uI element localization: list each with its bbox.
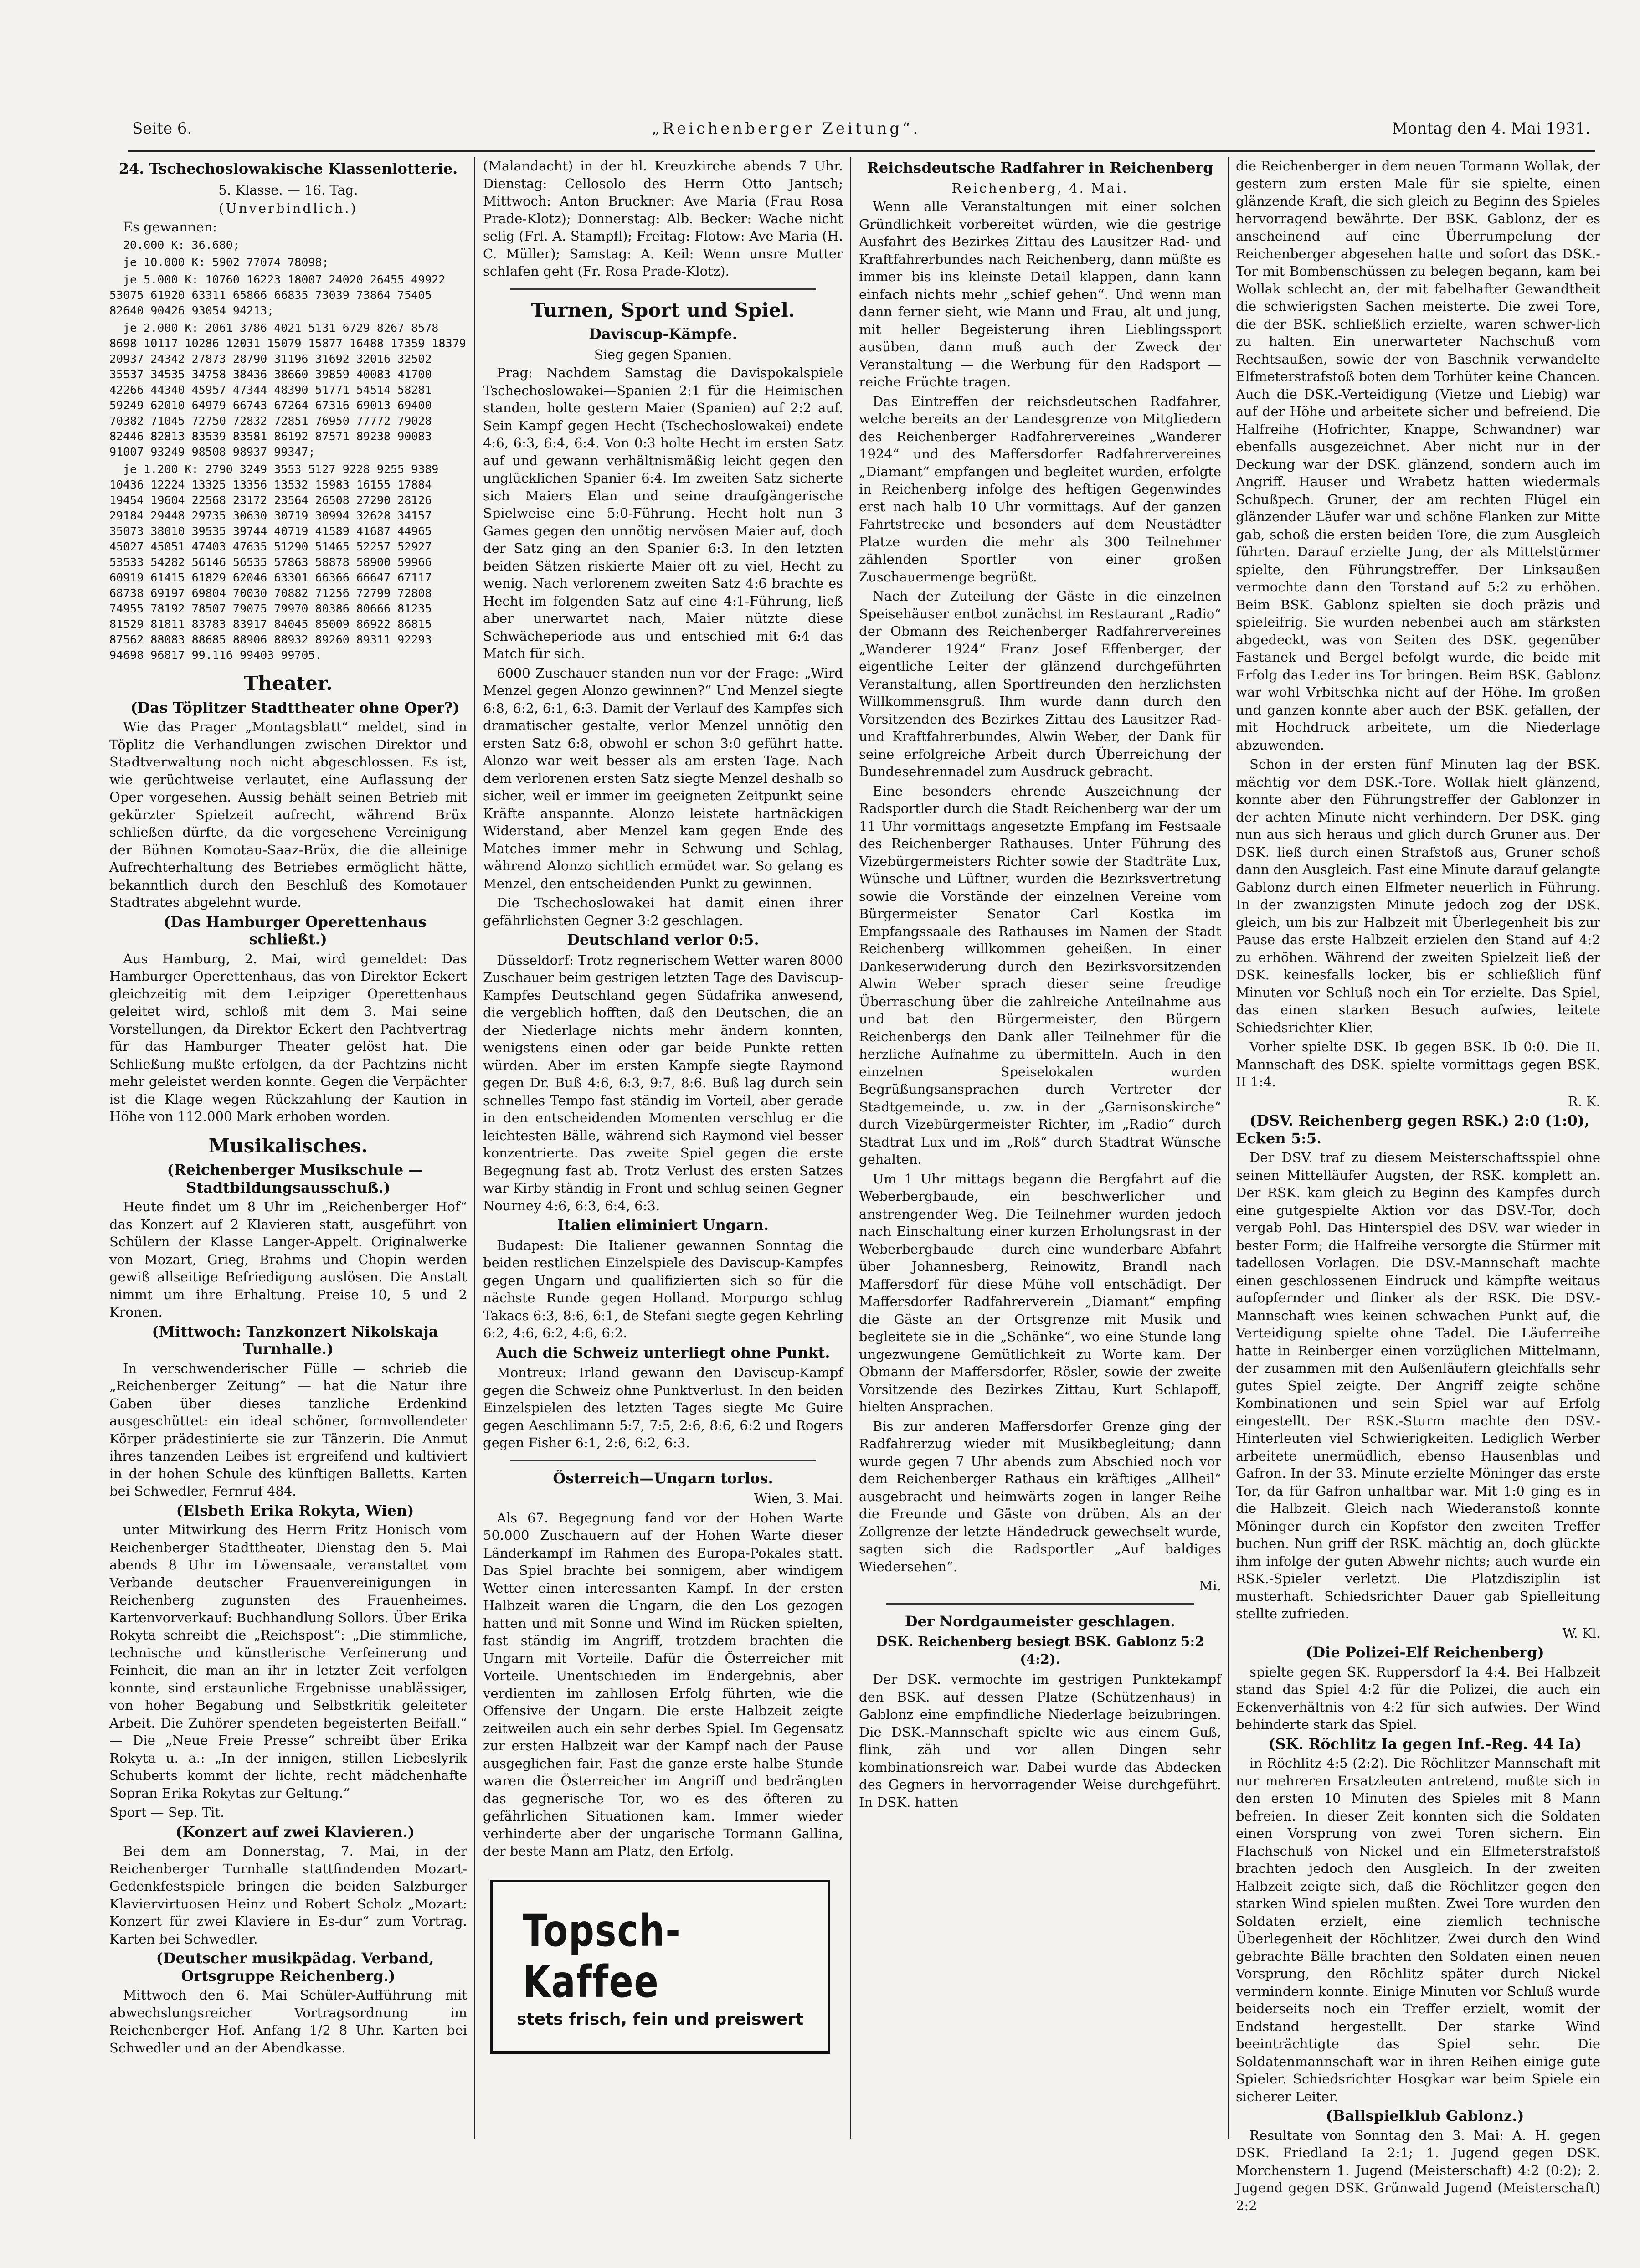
austria-hungary-paragraph: Als 67. Begegnung fand vor der Hohen Warte 50.000 Zuschauern auf der Hohen Warte dieser Länderkampf im Rahmen des Europa-Pokales statt. Das Spiel brachte bei sonnigem, aber windigem Wetter einen interessanten Kampf. In der ersten Halbzeit waren die Ungarn, die den Los gezogen hatten und mit Sonne und Wind im Rücken spielten, fast ständig im Angriff, trotzdem brachten die Ungarn mit Vorteile. Dafür die Österreicher mit Vorteile. Unentschieden im Endergebnis, aber verdienten im zahllosen Erfolg führten, wie die Offensive der Ungarn. Die erste Halbzeit zeigte zeitweilen auch ein sehr derbes Spiel. Im Gegensatz zur ersten Halbzeit war der Kampf nach der Pause ausgeglichen fair. Fast die ganze erste halbe Stunde waren die Österreicher im Angriff und bedrängten das gegnerische Tor, wo es des öfteren zu gefährlichen Situationen kam. Immer wieder verhinderte aber der ungarische Tormann Gallina, der beste Mann am Platz, den Erfolg. bbox=[483, 1510, 843, 1859]
nordgau-subheading: DSK. Reichenberg besiegt BSK. Gablonz 5:2 (4:2). bbox=[876, 1634, 1204, 1667]
daviscup-paragraph-1: Prag: Nachdem Samstag die Davispokalspiele Tschechoslowakei—Spanien 2:1 für die Heimischen standen, holte gestern Maier (Spanien) auf 2:2 auf. Sein Kampf gegen Hecht (Tschechoslowakei) endete 4:6, 6:3, 6:4, 6:4. Von 0:3 holte Hecht im ersten Satz auf und gewann verhältnismäßig leicht gegen den unglücklichen Spanier 6:4. Im zweiten Satz sicherte sich Maiers Elan und seine draufgängerische Spielweise eine 5:0-Führung. Hecht holt nun 3 Games gegen den unnötig nervösen Maier auf, doch der Satz ging an den Spanier 6:3. In den letzten beiden Sätzen riskierte Maier oft zu viel, Hecht zu wenig. Nach verlorenem zweiten Satz 4:6 brachte es Hecht im folgenden Satz auf eine 4:1-Führung, ließ aber unerwartet nach, Maier nützte diese Schwächeperiode aus und entschied mit 6:4 das Match für sich. bbox=[483, 365, 843, 661]
cyclists-heading: Reichsdeutsche Radfahrer in Reichenberg bbox=[867, 159, 1213, 176]
cyclists-paragraph-3: Nach der Zuteilung der Gäste in die einzelnen Speisehäuser entbot zunächst im Restaurant „Radio“ der Obmann des Reichenberger Radfahrervereines „Wanderer 1924“ Franz Josef Effenberger, der eigentliche Leiter der glänzend durchgeführten Veranstaltung, allen Sportfreunden den herzlichsten Willkommensgruß. Ihm wurde dann durch den Vorsitzenden des Bezirkes Zittau des Lausitzer Rad- und Kraftfahrerbundes, Alwin Weber, der Dank für seine erfolgreiche Arbeit durch Überreichung der Bundesehrennadel zum Ausdruck gebracht. bbox=[859, 588, 1221, 779]
football-subheading-5: (Ballspielklub Gablonz.) bbox=[1326, 2107, 1524, 2124]
cyclists-paragraph-5: Um 1 Uhr mittags begann die Bergfahrt auf die Weberbergbaude, ein beschwerlicher und anstrengender Weg. Die Teilnehmer wurden jedoch nach Einschaltung einer kurzen Erholungsrast in der Weberbergbaude — durch eine wunderbare Abfahrt über Johannesberg, Reinowitz, Brandl nach Maffersdorf für diese Mühe voll entschädigt. Der Maffersdorfer Radfahrerverein „Diamant“ empfing die Gäste an der Ortsgrenze mit Musik und begleitete sie in die „Schänke“, wo eine Stunde lang ungezwungene Gemütlichkeit zu Worte kam. Der Obmann der Maffersdorfer, Rösler, sowie der zweite Vorsitzende des Bezirkes Zittau, Kurt Schlapoff, hielten Ansprachen. bbox=[859, 1171, 1221, 1414]
cyclists-paragraph-2: Das Eintreffen der reichsdeutschen Radfahrer, welche bereits an der Landesgrenze von Mitgliedern des Reichenberger Radfahrervereines „Wanderer 1924“ und des Maffersdorfer Radfahrervereines „Diamant“ empfangen und begleitet wurden, erfolgte in Reichenberg infolge des heftigen Gegenwindes erst nach halb 10 Uhr vormittags. Auf der ganzen Fahrtstrecke und besonders auf dem Neustädter Platze wurden die mehr als 300 Teilnehmer zählenden Sportler von einer großen Zuschauermenge begrüßt. bbox=[859, 393, 1221, 585]
adjacent-page-edge bbox=[1615, 150, 1640, 2155]
switzerland-paragraph: Montreux: Irland gewann den Daviscup-Kampf gegen die Schweiz ohne Punktverlust. In den beiden Einzelspielen des letzten Tages siegte Mc Guire gegen Aeschlimann 5:7, 7:5, 2:6, 8:6, 6:2 und Rogers gegen Fisher 6:1, 2:6, 6:2, 6:3. bbox=[483, 1365, 843, 1450]
coffee-advertisement bbox=[490, 1880, 830, 2054]
austria-hungary-heading: Österreich—Ungarn torlos. bbox=[553, 1469, 773, 1487]
music-subheading-5: (Deutscher musikpädag. Verband, Ortsgruppe Reichenberg.) bbox=[156, 1949, 434, 1985]
section-separator bbox=[886, 1603, 1194, 1605]
lottery-prize-10000: je 10.000 K: 5902 77074 78098; bbox=[123, 256, 329, 269]
header-rule bbox=[128, 150, 1595, 152]
germany-paragraph: Düsseldorf: Trotz regnerischem Wetter waren 8000 Zuschauer beim gestrigen letzten Tage des Daviscup-Kampfes Deutschland gegen Südafrika anwesend, die vergeblich hofften, daß den Deutschen, die an der Niederlage nichts mehr ändern konnten, wenigstens einen oder gar beide Punkte retten würden. Aber im ersten Kampfe siegte Raymond gegen Dr. Buß 4:6, 6:3, 9:7, 8:6. Buß lag durch sein schnelles Tempo fast ständig im Vorteil, aber gerade in den entscheidenden Momenten verschlug er die leichtesten Bälle, während sich Raymond viel besser konzentrierte. Das zweite Spiel gegen die erste Begegnung fast ab. Trotz Verlust des ersten Satzes war Kirby ständig in Front und schlug seinen Gegner Nourney 4:6, 6:3, 6:4, 6:3. bbox=[483, 952, 843, 1214]
music-signature: Sport — Sep. Tit. bbox=[109, 1805, 225, 1820]
theater-paragraph-1: Wie das Prager „Montagsblatt“ meldet, sind in Töplitz die Verhandlungen zwischen Direktor und Stadtverwaltung noch nicht abgeschlossen. Es ist, wie gerüchtweise verlautet, eine Auflassung der Oper vorgesehen. Aussig behält seinen Betrieb mit gekürzter Spielzeit aufrecht, während Brüx schließen dürfte, da die vorgesehene Vereinigung der Bühnen Komotau-Saaz-Brüx, die die alleinige Aufrechterhaltung des Betriebes ermöglicht hätte, bekanntlich durch den Beschluß des Komotauer Stadtrates abgelehnt wurde. bbox=[109, 719, 467, 910]
football-paragraph-2: Schon in der ersten fünf Minuten lag der BSK. mächtig vor dem DSK.-Tore. Wollak hielt glänzend, konnte aber den Führungstreffer der Gablonzer in der achten Minute nicht verhindern. Der DSK. ging nun aus sich heraus und glich durch Gruner aus. Der DSK. ließ durch einen Strafstoß aus, Gruner schoß dann den Ausgleich. Fast eine Minute darauf gelangte Gablonz durch einen Elfmeter neuerlich in Führung. In der zwanzigsten Minute jedoch zog der DSK. gleich, um bis zur Halbzeit mit Überlegenheit bis zur Pause das erste Halbzeit erzielen den Stand auf 4:2 zu erhöhen. Während der zweiten Spielzeit ließ der DSK. keinesfalls locker, bis er schließlich fünf Minuten vor Schluß noch ein Tor erzielte. Das Spiel, das einen starken Besuch aufwies, leitete Schiedsrichter Klier. bbox=[1236, 756, 1600, 1035]
football-paragraph-1: die Reichenberger in dem neuen Tormann Wollak, der gestern zum ersten Male für sie spielte, einen glänzende Kraft, die sich gleich zu Beginn des Spieles hervorragend bewährte. Der BSK. Gablonz, der es anscheinend auf eine Überrumpelung der Reichenberger abgesehen hatte und sofort das DSK.-Tor mit Bombenschüssen zu belegen begann, kam bei Wollak schlecht an, der mit fabelhafter Gewandtheit die schwierigsten Sachen meisterte. Die zwei Tore, die der BSK. schließlich erzielte, waren schwer-lich zu halten. Ein unerwarteter Nachschuß vom Rechtsaußen, sowie der von Baschnik verwandelte Elfmeterstrafstoß boten dem Torhüter keine Chancen. Auch die DSK.-Verteidigung (Vietze und Liebig) war auf der Höhe und arbeitete sicher und befreiend. Die Halfreihe (Hofrichter, Knappe, Schwandner) war ebenfalls ausgezeichnet. Aber nicht nur in der Deckung war der DSK. glänzend, sondern auch im Angriff. Hauser und Wrabetz hatten wiedermals Schußpech. Gruner, der am rechten Flügel ein glänzender Läufer war und schöne Flanken zur Mitte gab, schoß die ersten beiden Tore, die zum Ausgleich führten. Darauf erzielte Jung, der als Mittelstürmer spielte, den Führungstreffer. Der Linksaußen vermochte dann den Torstand auf 5:2 zu erhöhen. Beim BSK. Gablonz spielten sie doch präzis und spieleifrig. Sie wurden nebenbei auch am stärksten abgedeckt, was von Seiten des DSK. gegenüber Fastanek und Bergel befolgt wurde, die beide mit Erfolg das Leder ins Tor bringen. Beim BSK. Gablonz war wohl Vrbitschka nicht auf der Höhe. Im großen und ganzen konnte aber auch der BSK. gefallen, der mit Hochdruck arbeitete, um die Niederlage abzuwenden. bbox=[1236, 158, 1600, 753]
football-subheading-3: (Die Polizei-Elf Reichenberg) bbox=[1306, 1644, 1544, 1661]
ad-slogan: stets frisch, fein und preiswert bbox=[516, 2010, 804, 2029]
daviscup-heading: Daviscup-Kämpfe. bbox=[589, 325, 737, 343]
daviscup-subheading: Sieg gegen Spanien. bbox=[594, 346, 732, 362]
football-paragraph-6: in Röchlitz 4:5 (2:2). Die Röchlitzer Mannschaft mit nur mehreren Ersatzleuten antretend, mußte sich in den ersten 10 Minuten des Spieles mit 8 Mann befreien. In dieser Zeit konnten sich die Soldaten einen Vorsprung von zwei Toren sichern. Ein Flachschuß von Nickel und ein Elfmeterstrafstoß brachten jedoch den Ausgleich. In der zweiten Halbzeit zeigte sich, daß die Röchlitzer gegen den starken Wind spielen mußten. Zwei Tore wurden den Soldaten erzielt, eine ziemlich technische Überlegenheit der Röchlitzer. Zwei durch den Wind gebrachte Bälle brachten den Soldaten einen neuen Vorsprung, den Röchlitz später durch Nickel vermindern konnte. Einige Minuten vor Schluß wurde beiderseits noch ein Treffer erzielt, womit der Endstand hergestellt. Der starke Wind beeinträchtigte das Spiel sehr. Die Soldatenmannschaft war in ihren Reihen einige gute Spieler. Schiedsrichter Hosgkar war beim Spiele ein sicherer Leiter. bbox=[1236, 1755, 1600, 2104]
daviscup-paragraph-2: 6000 Zuschauer standen nun vor der Frage: „Wird Menzel gegen Alonzo gewinnen?“ Und Menzel siegte 6:8, 6:2, 6:1, 6:3. Damit der Verlauf des Kampfes sich dramatischer gestalte, verlor Menzel unnötig den ersten Satz 6:8, obwohl er schon 3:0 geführt hatte. Alonzo war weit besser als am ersten Tage. Nach dem verlorenen ersten Satz siegte Menzel deshalb so sicher, weil er immer im geeigneten Zeitpunkt seine Kräfte anspannte. Alonzo leistete hartnäckigen Widerstand, aber Menzel kam gegen Ende des Matches immer mehr in Schwung und Schlag, während Alonzo sichtlich ermüdet war. So gelang es Menzel, den entscheidenden Punkt zu gewinnen. bbox=[483, 665, 843, 891]
cyclists-paragraph-6: Bis zur anderen Maffersdorfer Grenze ging der Radfahrerzug wieder mit Musikbegleitung; dann wurde gegen 7 Uhr abends zum Abschied noch vor dem Reichenberger Rathaus ein kräftiges „Allheil“ ausgebracht und heimwärts zogen in langer Reihe die Freunde und Gäste von drüben. Als an der Zollgrenze der letzte Händedruck gewechselt wurde, sagten sich die Radsportler „Auf baldiges Wiedersehen“. bbox=[859, 1418, 1221, 1574]
music-subheading-1: (Reichenberger Musikschule — Stadtbildungsausschuß.) bbox=[167, 1161, 423, 1196]
column-1 bbox=[109, 157, 467, 2139]
column-rule-1 bbox=[474, 157, 475, 2139]
football-signature-1: R. K. bbox=[1568, 1093, 1600, 1109]
column-3 bbox=[859, 157, 1221, 2139]
column-rule-2 bbox=[850, 157, 851, 2139]
newspaper-name: „Reichenberger Zeitung“. bbox=[652, 119, 921, 138]
lottery-prize-1200: je 1.200 K: 2790 3249 3553 5127 9228 9255 9389 10436 12224 13325 13356 13532 15983 16155 17884 19454 19604 22568 23172 23564 26508 27290 28126 29184 29448 29735 30630 30719 30994 32628 34157 35073 38010 39535 39744 40719 41589 41687 44965 45027 45051 47403 47635 51290 51465 52257 52927 53533 54282 56146 56535 57863 58878 58900 59966 60919 61415 61829 62046 63301 66366 66647 67117 68738 69197 69804 70030 70882 71256 72799 72808 74955 78192 78507 79075 79970 80386 80666 81235 81529 81811 83783 83917 84045 85009 86922 86815 87562 88083 88685 88906 88932 89260 89311 92293 94698 96817 99.116 99403 99705. bbox=[109, 463, 439, 662]
cyclists-paragraph-1: Wenn alle Veranstaltungen mit einer solchen Gründlichkeit vorbereitet würden, wie die gestrige Ausfahrt des Bezirkes Zittau des Lausitzer Rad- und Kraftfahrerbundes nach Reichenberg, dann müßte es immer bis ins kleinste Detail klappen, dann kann einfach nichts mehr „schief gehen“. Und wenn man dann ferner sieht, wie Mann und Frau, alt und jung, mit heller Begeisterung ihren Lieblingssport ausüben, dann muß auch der Zweck der Veranstaltung — die Werbung für den Radsport — reiche Früchte tragen. bbox=[859, 199, 1221, 390]
football-paragraph-7: Resultate von Sonntag den 3. Mai: A. H. gegen DSK. Friedland Ia 2:1; 1. Jugend gegen DSK. Morchenstern 1. Jugend (Meisterschaft) 4:2 (0:2); 2. Jugend gegen DSK. Grünwald Jugend (Meisterschaft) 2:2 bbox=[1236, 2127, 1600, 2213]
music-heading: Musikalisches. bbox=[208, 1134, 368, 1157]
cyclists-signature: Mi. bbox=[1199, 1578, 1221, 1594]
music-subheading-3: (Elsbeth Erika Rokyta, Wien) bbox=[176, 1502, 414, 1519]
theater-subheading-2: (Das Hamburger Operettenhaus schließt.) bbox=[163, 913, 427, 948]
music-paragraph-3: unter Mitwirkung des Herrn Fritz Honisch vom Reichenberger Stadttheater, Dienstag den 5. Mai abends 8 Uhr im Löwensaale, veranstaltet vom Verbande deutscher Frauenvereinigungen in Reichenberg zugunsten des Frauenheimes. Kartenvorverkauf: Buchhandlung Sollors. Über Erika Rokyta schreibt die „Reichspost“: „Die stimmliche, technische und künstlerische Verfeinerung und Feinheit, die man an ihr in letzter Zeit verfolgen konnte, sind erstaunliche Ergebnisse unablässiger, von hoher Begabung und Selbstkritik geleiteter Arbeit. Die Zuhörer spendeten begeisterten Beifall.“ — Die „Neue Freie Presse“ schreibt über Erika Rokyta u. a.: „In der innigen, stillen Liebeslyrik Schuberts kommt der lichte, recht mädchenhafte Sopran Erika Rokytas zur Geltung.“ bbox=[109, 1522, 467, 1801]
column-4 bbox=[1236, 157, 1600, 2213]
lottery-won: Es gewannen: bbox=[123, 219, 217, 235]
theater-heading: Theater. bbox=[244, 672, 333, 694]
nordgau-heading: Der Nordgaumeister geschlagen. bbox=[905, 1612, 1176, 1630]
theater-subheading-1: (Das Töplitzer Stadttheater ohne Oper?) bbox=[130, 699, 460, 716]
issue-date: Montag den 4. Mai 1931. bbox=[1392, 119, 1590, 138]
italy-paragraph: Budapest: Die Italiener gewannen Sonntag die beiden restlichen Einzelspiele des Daviscup-Kampfes gegen Ungarn und qualifizierten sich so für die nächste Runde gegen Holland. Morpurgo schlug Takacs 6:3, 8:6, 6:1, de Stefani siegte gegen Kehrling 6:2, 4:6, 6:2, 4:6, 6:2. bbox=[483, 1237, 843, 1341]
church-music-note: (Malandacht) in der hl. Kreuzkirche abends 7 Uhr. Dienstag: Cellosolo des Herrn Otto Jantsch; Mittwoch: Anton Bruckner: Ave Maria (Frau Rosa Prade-Klotz); Donnerstag: Alb. Becker: Wache nicht selig (Frl. A. Stampfl); Freitag: Flotow: Ave Maria (H. C. Müller); Samstag: A. Keil: Wenn unsre Mutter schlafen geht (Fr. Rosa Prade-Klotz). bbox=[483, 158, 843, 279]
section-separator bbox=[510, 1460, 816, 1461]
music-paragraph-2: In verschwenderischer Fülle — schrieb die „Reichenberger Zeitung“ — hat die Natur ihre Gaben über dieses tanzliche Erdenkind ausgeschüttet: ein ideal schöner, formvollendeter Körper prädestinierte sie zur Tänzerin. Die Anmut ihres tanzenden Leibes ist ergreifend und kultiviert in der hohen Schule des künftigen Balletts. Karten bei Schwedler, Fernruf 484. bbox=[109, 1360, 467, 1499]
italy-heading: Italien eliminiert Ungarn. bbox=[557, 1216, 769, 1234]
germany-heading: Deutschland verlor 0:5. bbox=[567, 931, 759, 948]
theater-paragraph-2: Aus Hamburg, 2. Mai, wird gemeldet: Das Hamburger Operettenhaus, das von Direktor Eckert gleichzeitig mit dem Leipziger Operettenhaus geleitet wird, schloß mit dem 3. Mai seine Vorstellungen, da Direktor Eckert den Pachtvertrag für das Hamburger Theater gelöst hat. Die Schließung mußte erfolgen, da der Pachtzins nicht mehr geleistet werden konnte. Gegen die Verpächter ist die Klage wegen Rückzahlung der Kaution in Höhe von 112.000 Mark erhoben worden. bbox=[109, 951, 467, 1124]
cyclists-dateline: Reichenberg, 4. Mai. bbox=[951, 180, 1129, 196]
lottery-title: 24. Tschechoslowakische Klassenlotterie. bbox=[118, 160, 458, 177]
column-rule-3 bbox=[1228, 157, 1229, 2139]
cyclists-paragraph-4: Eine besonders ehrende Auszeichnung der Radsportler durch die Stadt Reichenberg war der um 11 Uhr vormittags angesetzte Empfang im Festsaale des Reichenberger Rathauses. Unter Führung des Vizebürgermeisters Richter sowie der Stadträte Lux, Wünsche und Lüftner, wurden die Bezirksvertretung sowie die Vorstände der einzelnen Vereine vom Bürgermeister Senator Carl Kostka im Empfangssaale des Rathauses im Namen der Stadt Reichenberg willkommen geheißen. In einer Dankeserwiderung durch den Bezirksvorsitzenden Alwin Weber sprach dieser seine freudige Überraschung über die zahlreiche Anteilnahme aus und bat den Bürgermeister, den Bürgern Reichenbergs den Dank aller Teilnehmer für die herzliche Aufnahme zu übermitteln. Auch in den einzelnen Speiselokalen wurden Begrüßungsansprachen durch Vertreter der Stadtgemeinde, u. zw. in der „Garnisonskirche“ durch Vizebürgermeister Richter, im „Radio“ durch Stadtrat Lux und im „Roß“ durch Stadtrat Wünsche gehalten. bbox=[859, 783, 1221, 1167]
football-paragraph-3: Vorher spielte DSK. Ib gegen BSK. Ib 0:0. Die II. Mannschaft des DSK. spielte vormittags gegen BSK. II 1:4. bbox=[1236, 1039, 1600, 1090]
section-separator bbox=[510, 288, 816, 290]
football-paragraph-4: Der DSV. traf zu diesem Meisterschaftsspiel ohne seinen Mittelläufer Augsten, der RSK. komplett an. Der RSK. kam gleich zu Beginn des Kampfes durch eine gutgespielte Aktion vor das DSV.-Tor, doch vergab Pohl. Das Hinterspiel des DSV. war wieder in bester Form; die Halfreihe versorgte die Stürmer mit tadellosen Vorlagen. Die DSV.-Mannschaft machte einen geschlossenen Eindruck und kämpfte weitaus aufopfernder und flinker als der RSK. Die DSV.-Mannschaft wies keinen schwachen Punkt auf, die Verteidigung spielte ohne Tadel. Die Läuferreihe hatte in Reinberger einen vorzüglichen Mittelmann, der zusammen mit den Außenläufern gleichfalls sehr gutes Spiel zeigte. Der Angriff zeigte schöne Kombinationen und sein Spiel war auf Erfolg eingestellt. Der RSK.-Sturm machte den DSV.-Hinterleuten viel Schwierigkeiten. Lediglich Werber arbeitete unermüdlich, ebenso Hausenblas und Gafron. In der 33. Minute erzielte Möninger das erste Tor, da für Gafron unhaltbar war. Mit 1:0 ging es in die Halbzeit. Gleich nach Wiederanstoß konnte Möninger durch ein Kopfstor den zweiten Treffer buchen. Nun griff der RSK. mächtig an, doch glückte ihm infolge der guten Abwehr nichts; auch wurde ein RSK.-Spieler verletzt. Die Platzdisziplin ist musterhaft. Schiedsrichter Dauer gab Spielleitung stellte zufrieden. bbox=[1236, 1150, 1600, 1621]
music-paragraph-5: Mittwoch den 6. Mai Schüler-Aufführung mit abwechslungsreicher Vortragsordnung im Reichenberger Hof. Anfang 1/2 8 Uhr. Karten bei Schwedler und an der Abendkasse. bbox=[109, 1987, 467, 2056]
music-paragraph-4: Bei dem am Donnerstag, 7. Mai, in der Reichenberger Turnhalle stattfindenden Mozart-Gedenkfestspiele bringen die beiden Salzburger Klaviervirtuosen Heinz und Robert Scholz „Mozart: Konzert für zwei Klaviere in Es-dur“ zum Vortrag. Karten bei Schwedler. bbox=[109, 1843, 467, 1947]
football-subheading-2: (DSV. Reichenberg gegen RSK.) 2:0 (1:0), Ecken 5:5. bbox=[1236, 1112, 1590, 1147]
switzerland-heading: Auch die Schweiz unterliegt ohne Punkt. bbox=[496, 1343, 830, 1361]
page-header bbox=[132, 119, 1590, 147]
nordgau-paragraph: Der DSK. vermochte im gestrigen Punktekampf den BSK. auf dessen Platze (Schützenhaus) in Gablonz eine empfindliche Niederlage beizubringen. Die DSK.-Mannschaft spielte wie aus einem Guß, flink, zäh und vor allen Dingen sehr kombinationsreich war. Dabei wurde das Abdecken des Gegners in hervorragender Weise durchgeführt. In DSK. hatten bbox=[859, 1671, 1221, 1810]
football-paragraph-5: spielte gegen SK. Ruppersdorf Ia 4:4. Bei Halbzeit stand das Spiel 4:2 für die Polizei, die auch ein Eckenverhältnis von 4:2 für sich aufwies. Der Wind behinderte stark das Spiel. bbox=[1236, 1664, 1600, 1732]
lottery-subtitle: 5. Klasse. — 16. Tag. bbox=[218, 182, 358, 198]
lottery-note: (Unverbindlich.) bbox=[219, 201, 358, 216]
lottery-prize-20000: 20.000 K: 36.680; bbox=[123, 238, 240, 252]
ad-title: Topsch-Kaffee bbox=[523, 1905, 681, 2007]
lottery-prize-5000: je 5.000 K: 10760 16223 18007 24020 26455 49922 53075 61920 63311 65866 66835 73039 73864 75405 82640 90426 93054 94213; bbox=[109, 273, 446, 317]
football-subheading-4: (SK. Röchlitz Ia gegen Inf.-Reg. 44 Ia) bbox=[1268, 1735, 1582, 1753]
music-paragraph-1: Heute findet um 8 Uhr im „Reichenberger Hof“ das Konzert auf 2 Klavieren statt, ausgeführt von Schülern der Klasse Langer-Appelt. Originalwerke von Mozart, Grieg, Brahms und Chopin werden gewiß allseitige Befriedigung auslösen. Die Anstalt nimmt um ihre Erhaltung. Preise 10, 5 und 2 Kronen. bbox=[109, 1199, 467, 1320]
page-number: Seite 6. bbox=[132, 119, 192, 138]
football-signature-2: W. Kl. bbox=[1562, 1625, 1600, 1641]
music-subheading-4: (Konzert auf zwei Klavieren.) bbox=[175, 1823, 415, 1841]
austria-hungary-dateline: Wien, 3. Mai. bbox=[754, 1491, 843, 1506]
music-subheading-2: (Mittwoch: Tanzkonzert Nikolskaja Turnhalle.) bbox=[152, 1322, 438, 1358]
daviscup-paragraph-3: Die Tschechoslowakei hat damit einen ihrer gefährlichsten Gegner 3:2 geschlagen. bbox=[483, 895, 843, 928]
sport-heading: Turnen, Sport und Spiel. bbox=[531, 298, 795, 321]
column-2 bbox=[483, 157, 843, 1862]
lottery-prize-2000: je 2.000 K: 2061 3786 4021 5131 6729 8267 8578 8698 10117 10286 12031 15079 15877 16488 17359 18379 20937 24342 27873 28790 31196 31692 32016 32502 35537 34535 34758 38436 38660 39859 40083 41700 42266 44340 45957 47344 48390 51771 54514 58281 59249 62010 64979 66743 67264 67316 69013 69400 70382 71045 72750 72832 72851 76950 77772 79028 82446 82813 83539 83581 86192 87571 89238 90083 91007 93249 98508 98937 99347; bbox=[109, 321, 466, 458]
